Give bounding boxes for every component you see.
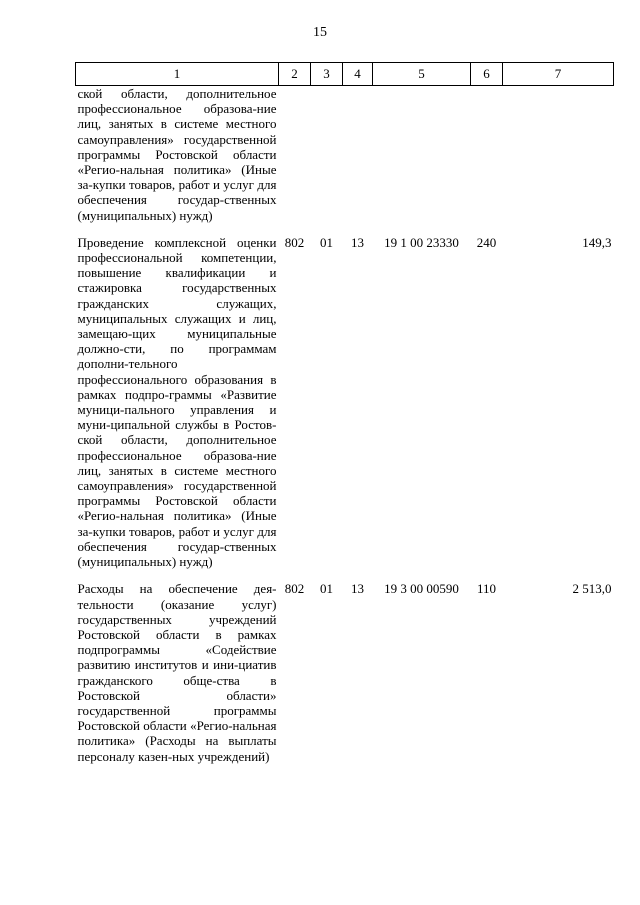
row-col-3: 01 bbox=[320, 581, 333, 597]
header-col-6: 6 bbox=[471, 63, 503, 86]
row-col-5: 19 1 00 23330 bbox=[384, 234, 459, 250]
row-col-5 bbox=[373, 86, 471, 223]
row-col-6 bbox=[471, 86, 503, 223]
page-number: 15 bbox=[313, 25, 327, 40]
budget-table bbox=[75, 62, 614, 764]
row-col-4: 13 bbox=[351, 581, 364, 597]
row-gap bbox=[76, 223, 614, 235]
row-col-6: 110 bbox=[476, 581, 497, 597]
table-row bbox=[76, 235, 614, 569]
header-col-4: 4 bbox=[343, 63, 373, 86]
table-header-row bbox=[76, 63, 614, 86]
table-row bbox=[76, 86, 614, 223]
row-gap bbox=[76, 569, 614, 581]
row-description: Расходы на обеспечение дея-тельности (оказание услуг) государственных учреждений Ростовской области в рамках подпрограммы «Содействие развитию институтов и ини-циатив гражданского обще-ства в Ростовской области» государственной программы Ростовской области «Регио-нальная политика» (Расходы на выплаты персоналу казен-ных учреждений) bbox=[77, 581, 277, 764]
header-col-2: 2 bbox=[279, 63, 311, 86]
row-col-4 bbox=[343, 86, 373, 223]
row-description: ской области, дополнительное профессиональное образова-ние лиц, занятых в системе местного самоуправления» государственной программы Ростовской области «Регио-нальная политика» (Иные за-купки товаров, работ и услуг для обеспечения государ-ственных (муниципальных) нужд) bbox=[77, 86, 277, 223]
header-col-3: 3 bbox=[311, 63, 343, 86]
row-col-7: 149,3 bbox=[582, 234, 612, 250]
row-col-7: 2 513,0 bbox=[572, 581, 612, 597]
table-row bbox=[76, 581, 614, 763]
row-col-5: 19 3 00 00590 bbox=[384, 581, 459, 597]
row-col-2: 802 bbox=[284, 234, 305, 250]
row-col-7 bbox=[503, 86, 614, 223]
row-col-3 bbox=[311, 86, 343, 223]
header-col-1: 1 bbox=[76, 63, 279, 86]
row-col-6: 240 bbox=[476, 234, 497, 250]
row-description: Проведение комплексной оценки профессиональной компетенции, повышение квалификации и стажировка государственных гражданских служащих, муниципальных служащих и лиц, замещаю-щих муниципальные должно-сти, по программам дополни-тельного профессионального образования в рамках подпро-граммы «Развитие муници-пального управления и муни-ципальной службы в Ростов-ской области, дополнительное профессиональное образова-ние лиц, занятых в системе местного самоуправления» государственной программы Ростовской области «Регио-нальная политика» (Иные за-купки товаров, работ и услуг для обеспечения государ-ственных (муниципальных) нужд) bbox=[77, 234, 277, 570]
row-col-2 bbox=[279, 86, 311, 223]
row-col-3: 01 bbox=[320, 234, 333, 250]
header-col-5: 5 bbox=[373, 63, 471, 86]
header-col-7: 7 bbox=[503, 63, 614, 86]
row-col-4: 13 bbox=[351, 234, 364, 250]
row-col-2: 802 bbox=[284, 581, 305, 597]
